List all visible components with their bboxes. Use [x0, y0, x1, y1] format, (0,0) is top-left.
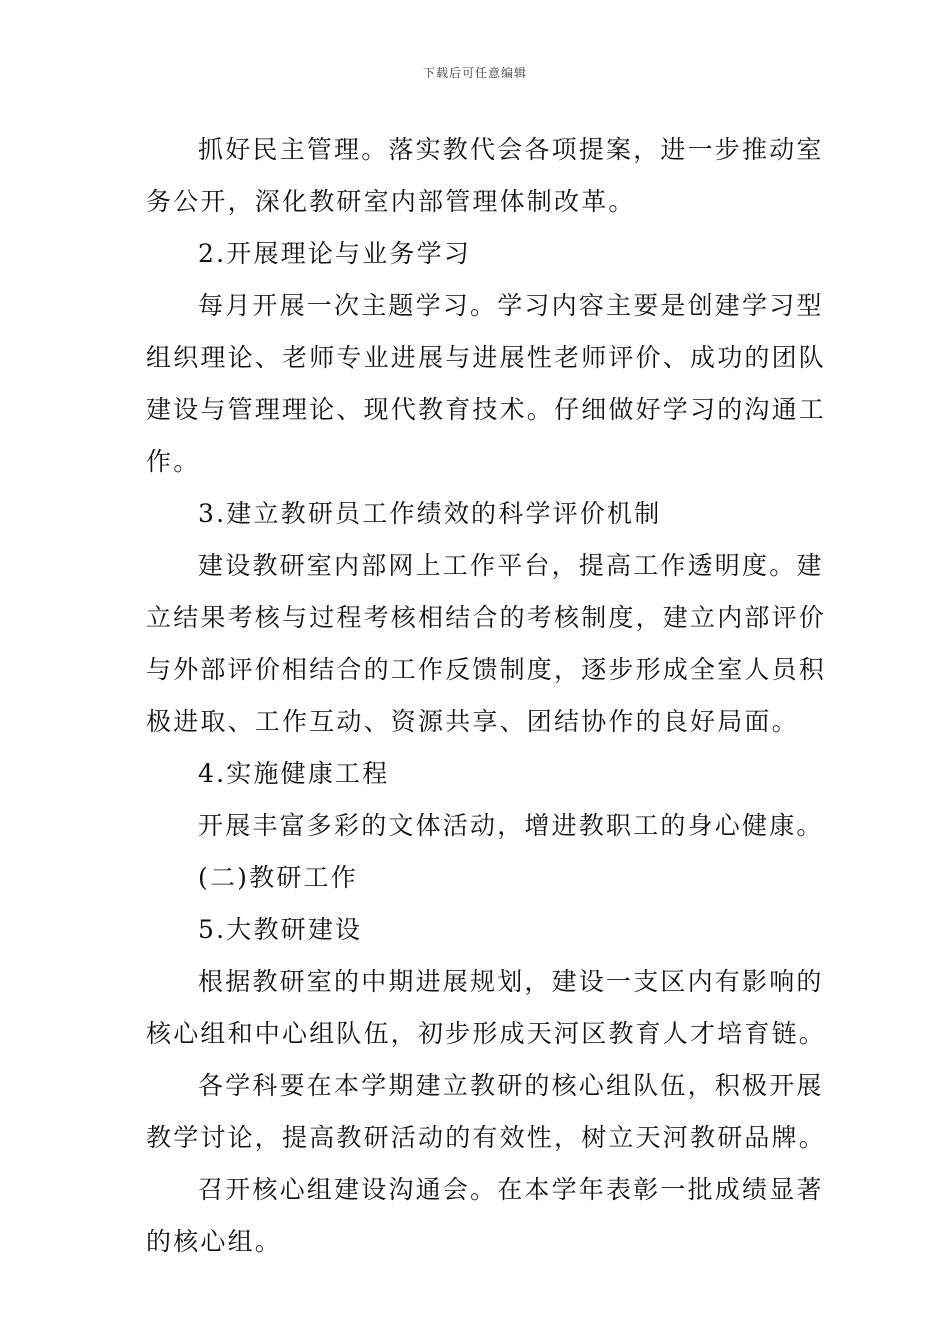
paragraph-line: 抓好民主管理。落实教代会各项提案，进一步推动室: [198, 135, 824, 164]
paragraph-line: 建设教研室内部网上工作平台，提高工作透明度。建: [198, 551, 824, 580]
paragraph-line: 务公开，深化教研室内部管理体制改革。: [146, 187, 636, 216]
paragraph-line: 召开核心组建设沟通会。在本学年表彰一批成绩显著: [198, 1175, 824, 1204]
paragraph-line: 极进取、工作互动、资源共享、团结协作的良好局面。: [146, 707, 799, 736]
paragraph-line: 各学科要在本学期建立教研的核心组队伍，积极开展: [198, 1071, 824, 1100]
document-body: [146, 124, 827, 1268]
paragraph-line: 根据教研室的中期进展规划，建设一支区内有影响的: [198, 967, 824, 996]
section-heading: (二)教研工作: [198, 863, 358, 892]
paragraph-line: 建设与管理理论、现代教育技术。仔细做好学习的沟通工: [146, 395, 827, 424]
paragraph-line: 作。: [146, 447, 201, 476]
section-heading: 2.开展理论与业务学习: [198, 239, 472, 268]
section-heading: 4.实施健康工程: [198, 759, 390, 788]
paragraph-line: 开展丰富多彩的文体活动，增进教职工的身心健康。: [198, 811, 824, 840]
page-header: 下载后可任意编辑: [422, 66, 527, 80]
paragraph-line: 与外部评价相结合的工作反馈制度，逐步形成全室人员积: [146, 655, 827, 684]
paragraph-line: 的核心组。: [146, 1227, 283, 1256]
paragraph-line: 每月开展一次主题学习。学习内容主要是创建学习型: [198, 291, 824, 320]
paragraph-line: 教学讨论，提高教研活动的有效性，树立天河教研品牌。: [146, 1123, 827, 1152]
section-heading: 3.建立教研员工作绩效的科学评价机制: [198, 499, 662, 528]
paragraph-line: 立结果考核与过程考核相结合的考核制度，建立内部评价: [146, 603, 827, 632]
paragraph-line: 组织理论、老师专业进展与进展性老师评价、成功的团队: [146, 343, 827, 372]
section-heading: 5.大教研建设: [198, 915, 363, 944]
paragraph-line: 核心组和中心组队伍，初步形成天河区教育人才培育链。: [146, 1019, 827, 1048]
